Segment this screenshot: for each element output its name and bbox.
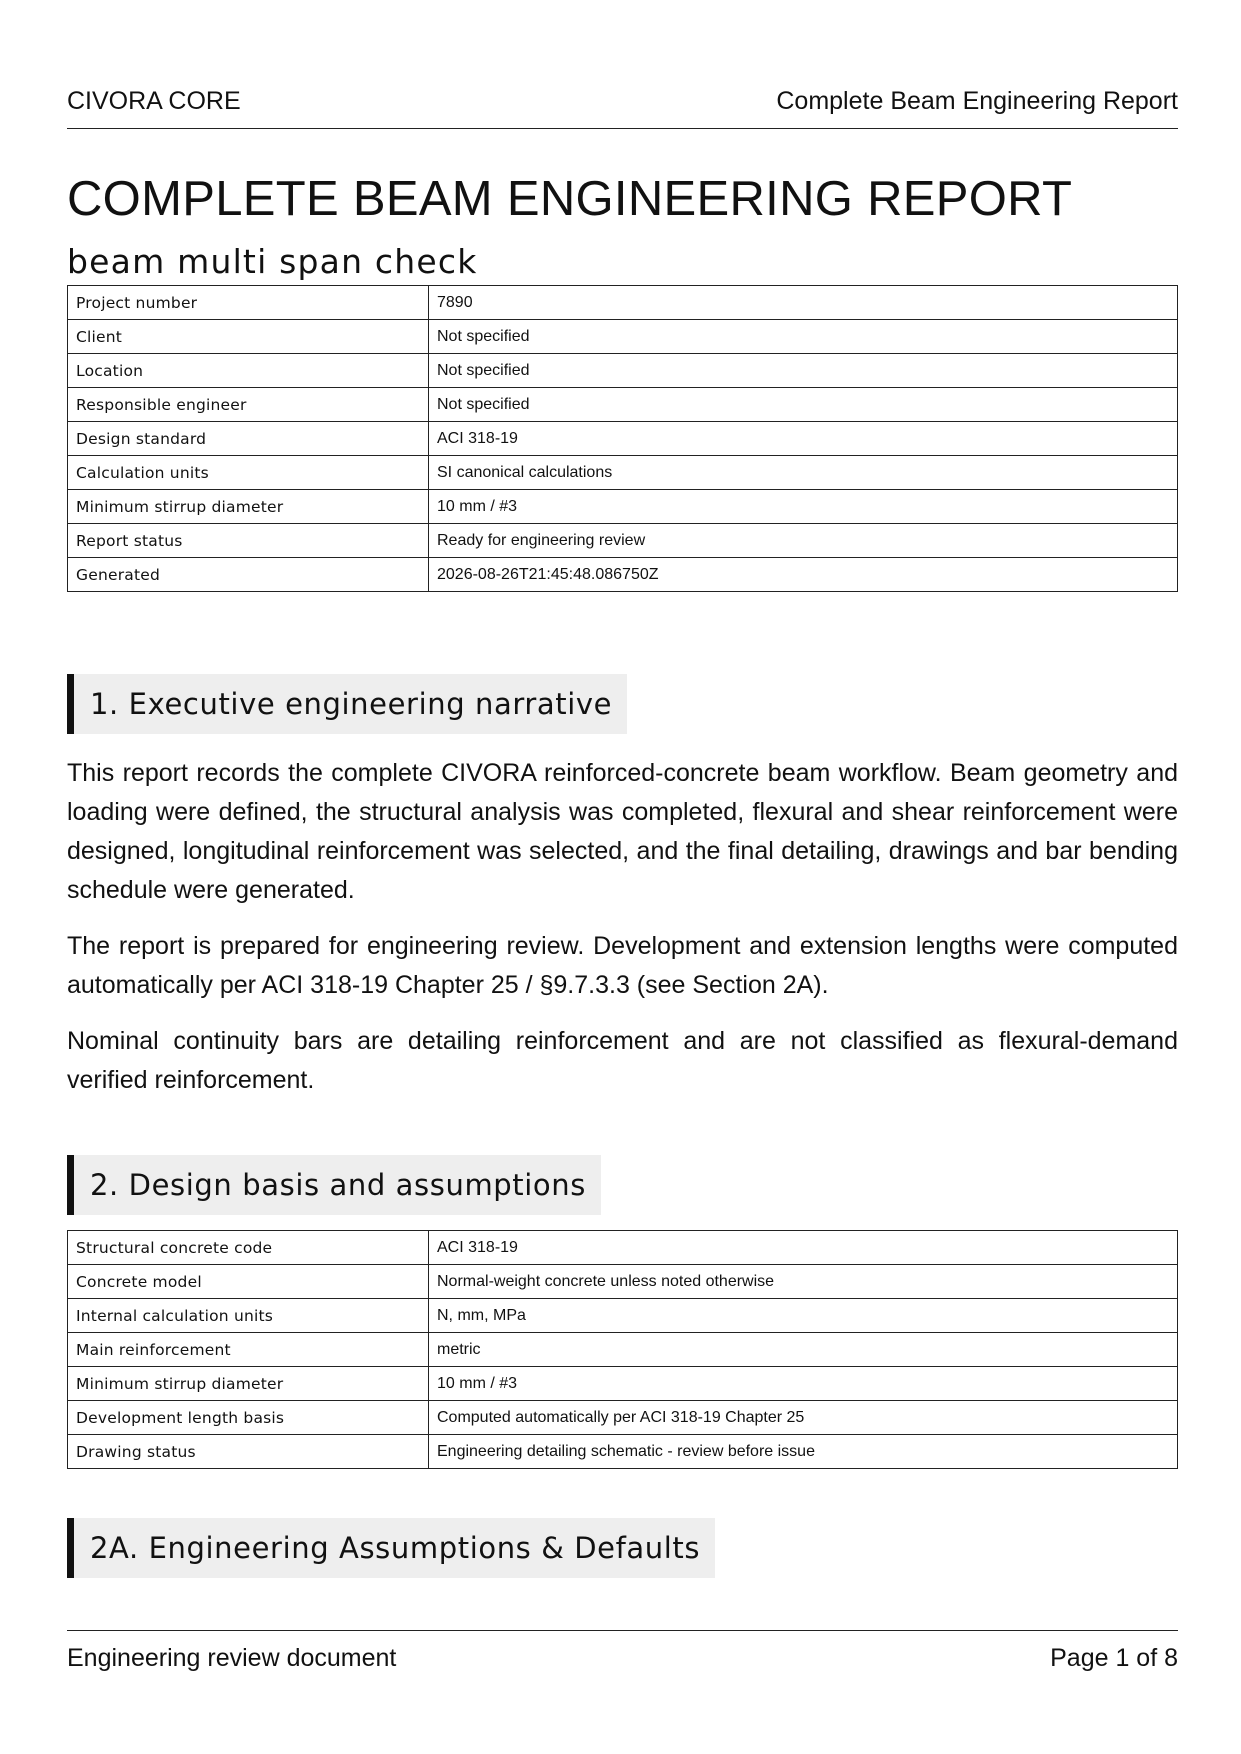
row-label: Client [68, 320, 429, 354]
section-heading-narrative: 1. Executive engineering narrative [67, 674, 627, 734]
row-value: metric [429, 1333, 1178, 1367]
row-label: Responsible engineer [68, 388, 429, 422]
row-value: Engineering detailing schematic - review before issue [429, 1435, 1178, 1469]
row-label: Drawing status [68, 1435, 429, 1469]
row-label: Main reinforcement [68, 1333, 429, 1367]
row-value: Normal-weight concrete unless noted otherwise [429, 1265, 1178, 1299]
row-label: Calculation units [68, 456, 429, 490]
table-row [68, 1435, 1178, 1469]
running-header [67, 86, 1178, 116]
page-title: COMPLETE BEAM ENGINEERING REPORT [67, 172, 1073, 226]
row-label: Structural concrete code [68, 1231, 429, 1265]
header-report-name: Complete Beam Engineering Report [776, 87, 1178, 115]
narrative-paragraph: This report records the complete CIVORA reinforced-concrete beam workflow. Beam geometry and loading were defined, the structural analysis was completed, flexural and shear reinforcement were designed, longitudinal reinforcement was selected, and the final detailing, drawings and bar bending schedule were generated. [67, 759, 1178, 904]
row-value: 10 mm / #3 [429, 1367, 1178, 1401]
project-info-table [67, 285, 1178, 592]
section-heading-assumptions: 2A. Engineering Assumptions & Defaults [67, 1518, 715, 1578]
section-heading-design-basis: 2. Design basis and assumptions [67, 1155, 601, 1215]
row-label: Location [68, 354, 429, 388]
running-footer [67, 1643, 1178, 1673]
header-divider [67, 128, 1178, 129]
table-row [68, 1299, 1178, 1333]
page-subtitle: beam multi span check [67, 242, 478, 281]
table-row [68, 490, 1178, 524]
row-value: SI canonical calculations [429, 456, 1178, 490]
table-row [68, 388, 1178, 422]
header-brand: CIVORA CORE [67, 87, 241, 115]
table-row [68, 1401, 1178, 1435]
table-row [68, 558, 1178, 592]
row-value: Ready for engineering review [429, 524, 1178, 558]
row-label: Minimum stirrup diameter [68, 1367, 429, 1401]
row-value: 10 mm / #3 [429, 490, 1178, 524]
row-label: Project number [68, 286, 429, 320]
table-row [68, 456, 1178, 490]
narrative-body [67, 754, 1178, 1117]
table-row [68, 354, 1178, 388]
row-value: Not specified [429, 320, 1178, 354]
page-number: Page 1 of 8 [1050, 1644, 1178, 1672]
row-label: Report status [68, 524, 429, 558]
table-row [68, 1265, 1178, 1299]
row-value: ACI 318-19 [429, 422, 1178, 456]
narrative-paragraph: Nominal continuity bars are detailing reinforcement and are not classified as flexural-demand verified reinforcement. [67, 1027, 1178, 1094]
row-value: 2026-08-26T21:45:48.086750Z [429, 558, 1178, 592]
row-value: N, mm, MPa [429, 1299, 1178, 1333]
table-row [68, 320, 1178, 354]
table-row [68, 422, 1178, 456]
footer-divider [67, 1630, 1178, 1631]
row-value: Computed automatically per ACI 318-19 Chapter 25 [429, 1401, 1178, 1435]
row-label: Development length basis [68, 1401, 429, 1435]
row-label: Minimum stirrup diameter [68, 490, 429, 524]
table-row [68, 1231, 1178, 1265]
report-page [67, 0, 1178, 1754]
row-label: Concrete model [68, 1265, 429, 1299]
row-value: 7890 [429, 286, 1178, 320]
table-row [68, 524, 1178, 558]
table-row [68, 1333, 1178, 1367]
footer-document-type: Engineering review document [67, 1644, 397, 1672]
row-value: ACI 318-19 [429, 1231, 1178, 1265]
narrative-paragraph: The report is prepared for engineering review. Development and extension lengths were computed automatically per ACI 318-19 Chapter 25 / §9.7.3.3 (see Section 2A). [67, 932, 1178, 999]
table-row [68, 286, 1178, 320]
row-label: Generated [68, 558, 429, 592]
row-label: Design standard [68, 422, 429, 456]
row-value: Not specified [429, 388, 1178, 422]
row-label: Internal calculation units [68, 1299, 429, 1333]
row-value: Not specified [429, 354, 1178, 388]
design-basis-table [67, 1230, 1178, 1469]
table-row [68, 1367, 1178, 1401]
